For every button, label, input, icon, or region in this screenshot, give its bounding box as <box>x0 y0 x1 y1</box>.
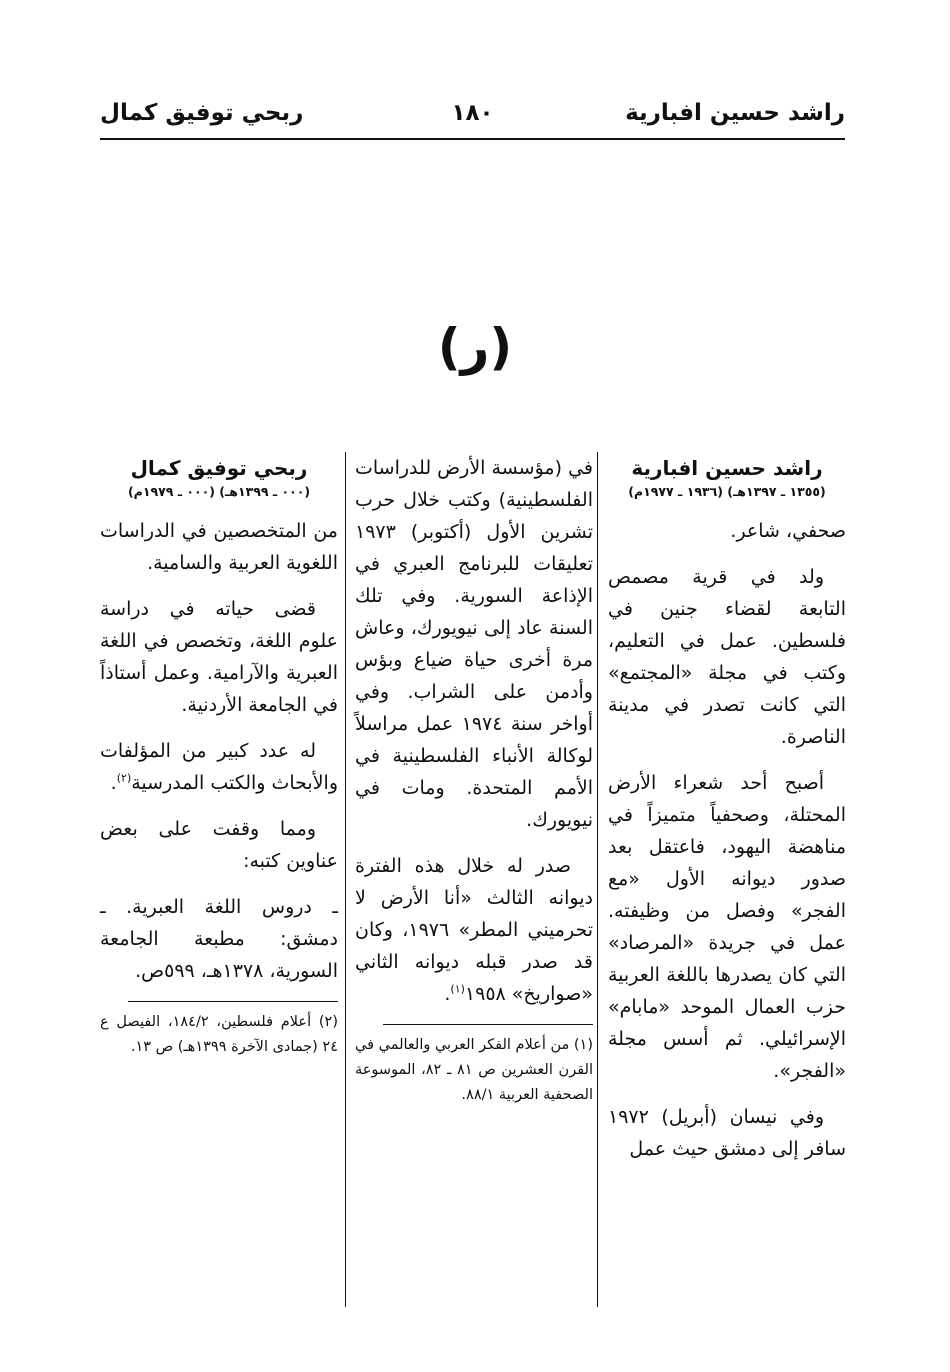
header-running-title-right: راشد حسين افبارية <box>625 100 845 126</box>
header-running-title-left: ربحي توفيق كمال <box>100 100 304 126</box>
entry-paragraph: ـ دروس اللغة العبرية. ـ دمشق: مطبعة الجامعة السورية، ١٣٧٨هـ، ٥٩٩ص. <box>100 896 338 982</box>
entry-paragraph: ولد في قرية مصمص التابعة لقضاء جنين في فلسطين. عمل في التعليم، وكتب في مجلة «المجتمع» التي كانت تصدر في مدينة الناصرة. <box>608 566 846 748</box>
page-number: ١٨٠ <box>451 100 494 126</box>
entry-text: له عدد كبير من المؤلفات والأبحاث والكتب المدرسية <box>100 740 338 794</box>
page-header <box>100 98 845 140</box>
column-divider <box>345 452 346 1307</box>
entry-paragraph: من المتخصصين في الدراسات اللغوية العربية والسامية. <box>100 520 338 574</box>
entry-paragraph: في (مؤسسة الأرض للدراسات الفلسطينية) وكتب خلال حرب تشرين الأول (أكتوبر) ١٩٧٣ تعليقات للبرنامج العبري في الإذاعة السورية. وفي تلك السنة عاد إلى نيويورك، وعاش مرة أخرى حياة ضياع وبؤس وأدمن على الشراب. وفي أواخر سنة ١٩٧٤ عمل مراسلاً لوكالة الأنباء الفلسطينية في الأمم المتحدة. ومات في نيويورك. <box>355 457 593 831</box>
entry-dates: (١٣٥٥ ـ ١٣٩٧هـ) (١٩٣٦ ـ ١٩٧٧م) <box>628 484 826 499</box>
entry-paragraph: أصبح أحد شعراء الأرض المحتلة، وصحفياً متميزاً في مناهضة اليهود، فاعتقل بعد صدور ديوانه الأول «مع الفجر» وفصل من وظيفته. عمل في جريدة «المرصاد» التي كان يصدرها باللغة العربية حزب العمال الموحد «مابام» الإسرائيلي. ثم أسس مجلة «الفجر». <box>608 772 846 1082</box>
entry-paragraph <box>355 850 593 1010</box>
footnote-marker: (١) <box>450 982 465 996</box>
footnote: (١) من أعلام الفكر العربي والعالمي في القرن العشرين ص ٨١ ـ ٨٢، الموسوعة الصحفية العربية ٨٨/١. <box>354 1037 593 1103</box>
entry-name: ربحي توفيق كمال <box>130 456 308 480</box>
entry-paragraph: ومما وقفت على بعض عناوين كتبه: <box>100 818 338 872</box>
entry-name: راشد حسين افبارية <box>631 456 823 480</box>
column-middle <box>355 452 593 1108</box>
footnote-rule <box>128 1001 338 1002</box>
entry-paragraph: قضى حياته في دراسة علوم اللغة، وتخصص في اللغة العبرية والآرامية. وعمل أستاذاً في الجامعة الأردنية. <box>100 598 338 716</box>
entry-paragraph: صحفي، شاعر. <box>730 520 846 542</box>
column-right <box>608 452 846 1179</box>
section-letter: (ر) <box>437 318 513 376</box>
column-divider <box>597 452 598 1307</box>
column-left <box>100 452 338 1060</box>
entry-text: صدر له خلال هذه الفترة ديوانه الثالث «أنا الأرض لا تحرميني المطر» ١٩٧٦، وكان قد صدر قبله ديوانه الثاني «صواريخ» ١٩٥٨ <box>355 855 594 1005</box>
entry-text-end: . <box>110 772 117 794</box>
entry-paragraph: وفي نيسان (أبريل) ١٩٧٢ سافر إلى دمشق حيث عمل <box>608 1106 846 1160</box>
footnote-marker: (٢) <box>116 771 132 785</box>
footnote-rule <box>383 1024 593 1025</box>
entry-text-end: . <box>444 983 451 1005</box>
footnote: (٢) أعلام فلسطين، ١٨٤/٢، الفيصل ع ٢٤ (جمادى الآخرة ١٣٩٩هـ) ص ١٣. <box>100 1014 339 1055</box>
entry-paragraph <box>100 735 338 799</box>
entry-dates: (٠٠٠ ـ ١٣٩٩هـ) (٠٠٠ ـ ١٩٧٩م) <box>127 484 311 499</box>
